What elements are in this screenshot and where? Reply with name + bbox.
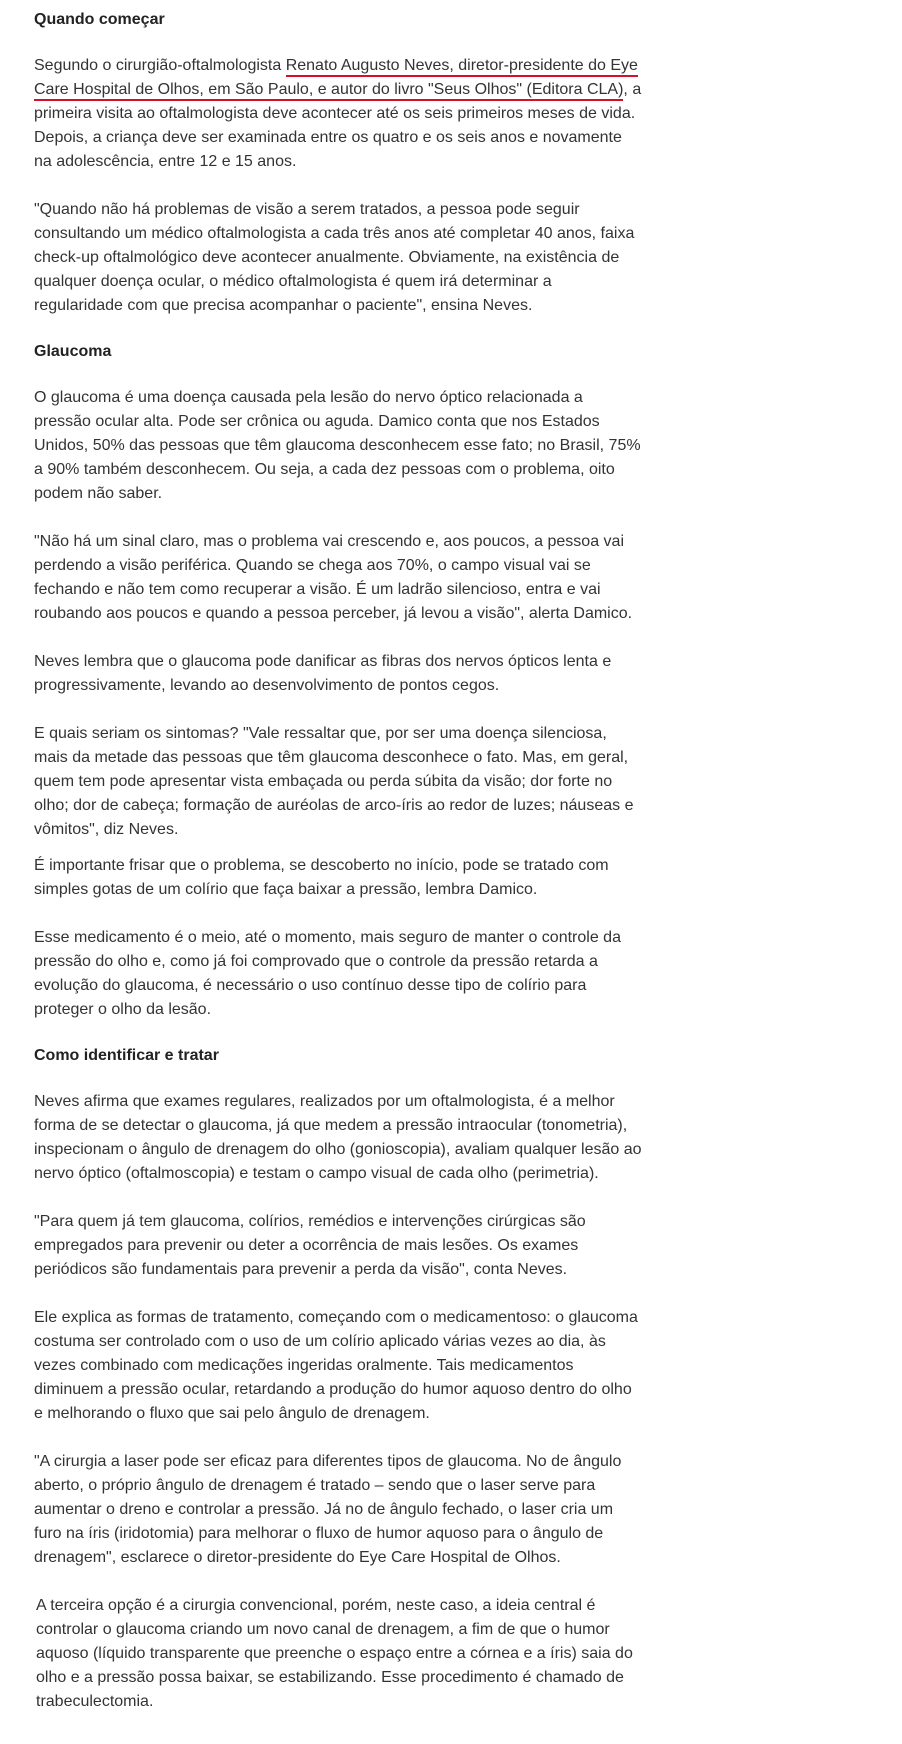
paragraph: "A cirurgia a laser pode ser eficaz para diferentes tipos de glaucoma. No de ângulo aberto, o próprio ângulo de drenagem é tratado – sendo que o laser serve para aumentar o dreno e controlar a pressão. Já no de ângulo fechado, o laser cria um furo na íris (iridotomia) para melhorar o fluxo de humor aquoso para o ângulo de drenagem", esclarece o diretor-presidente do Eye Care Hospital de Olhos. [34,1453,622,1566]
paragraph [34,54,644,174]
paragraph: A terceira opção é a cirurgia convencional, porém, neste caso, a ideia central é controlar o glaucoma criando um novo canal de drenagem, a fim de que o humor aquoso (líquido transparente que preenche o espaço entre a córnea e a íris) saia do olho e a pressão possa baixar, se estabilizando. Esse procedimento é chamado de trabeculectomia. [36,1597,633,1710]
paragraph: "Quando não há problemas de visão a serem tratados, a pessoa pode seguir consultando um médico oftalmologista a cada três anos até completar 40 anos, faixa check-up oftalmológico deve acontecer anualmente. Obviamente, na existência de qualquer doença ocular, o médico oftalmologista é quem irá determinar a regularidade com que precisa acompanhar o paciente", ensina Neves. [34,201,635,314]
paragraph-text: Segundo o cirurgião-oftalmologista [34,57,286,74]
section-heading-glaucoma: Glaucoma [34,343,112,360]
paragraph: Neves lembra que o glaucoma pode danificar as fibras dos nervos ópticos lenta e progressivamente, levando ao desenvolvimento de pontos cegos. [34,653,612,694]
paragraph: É importante frisar que o problema, se descoberto no início, pode se tratado com simples gotas de um colírio que faça baixar a pressão, lembra Damico. [34,857,609,898]
paragraph: E quais seriam os sintomas? "Vale ressaltar que, por ser uma doença silenciosa, mais da metade das pessoas que têm glaucoma desconhece o fato. Mas, em geral, quem tem pode apresentar vista embaçada ou perda súbita da visão; dor forte no olho; dor de cabeça; formação de auréolas de arco-íris ao redor de luzes; náuseas e vômitos", diz Neves. [34,725,634,838]
paragraph: "Para quem já tem glaucoma, colírios, remédios e intervenções cirúrgicas são empregados para prevenir ou deter a ocorrência de mais lesões. Os exames periódicos são fundamentais para prevenir a perda da visão", conta Neves. [34,1213,586,1278]
paragraph: "Não há um sinal claro, mas o problema vai crescendo e, aos poucos, a pessoa vai perdendo a visão periférica. Quando se chega aos 70%, o campo visual vai se fechando e não tem como recuperar a visão. É um ladrão silencioso, entra e vai roubando aos poucos e quando a pessoa perceber, já levou a visão", alerta Damico. [34,533,633,622]
section-heading-como-identificar: Como identificar e tratar [34,1047,219,1064]
paragraph: Esse medicamento é o meio, até o momento, mais seguro de manter o controle da pressão do olho e, como já foi comprovado que o controle da pressão retarda a evolução do glaucoma, é necessário o uso contínuo desse tipo de colírio para proteger o olho da lesão. [34,929,621,1018]
paragraph: Neves afirma que exames regulares, realizados por um oftalmologista, é a melhor forma de se detectar o glaucoma, já que medem a pressão intraocular (tonometria), inspecionam o ângulo de drenagem do olho (gonioscopia), avaliam qualquer lesão ao nervo óptico (oftalmoscopia) e testam o campo visual de cada olho (perimetria). [34,1093,642,1182]
section-heading-quando-comecar: Quando começar [34,11,165,28]
author-link[interactable]: Renato Augusto Neves, diretor-presidente do Eye Care Hospital de Olhos, em São Paulo, e autor do livro "Seus Olhos" (Editora CLA) [34,57,638,101]
paragraph: Ele explica as formas de tratamento, começando com o medicamentoso: o glaucoma costuma ser controlado com o uso de um colírio aplicado várias vezes ao dia, às vezes combinado com medicações ingeridas oralmente. Tais medicamentos diminuem a pressão ocular, retardando a produção do humor aquoso dentro do olho e melhorando o fluxo que sai pelo ângulo de drenagem. [34,1309,638,1422]
paragraph: O glaucoma é uma doença causada pela lesão do nervo óptico relacionada a pressão ocular alta. Pode ser crônica ou aguda. Damico conta que nos Estados Unidos, 50% das pessoas que têm glaucoma desconhecem esse fato; no Brasil, 75% a 90% também desconhecem. Ou seja, a cada dez pessoas com o problema, oito podem não saber. [34,389,641,502]
paragraph-text: , a primeira visita ao oftalmologista deve acontecer até os seis primeiros meses de vida. Depois, a criança deve ser examinada entre os quatro e os seis anos e novamente na adolescência, entre 12 e 15 anos. [34,81,642,170]
